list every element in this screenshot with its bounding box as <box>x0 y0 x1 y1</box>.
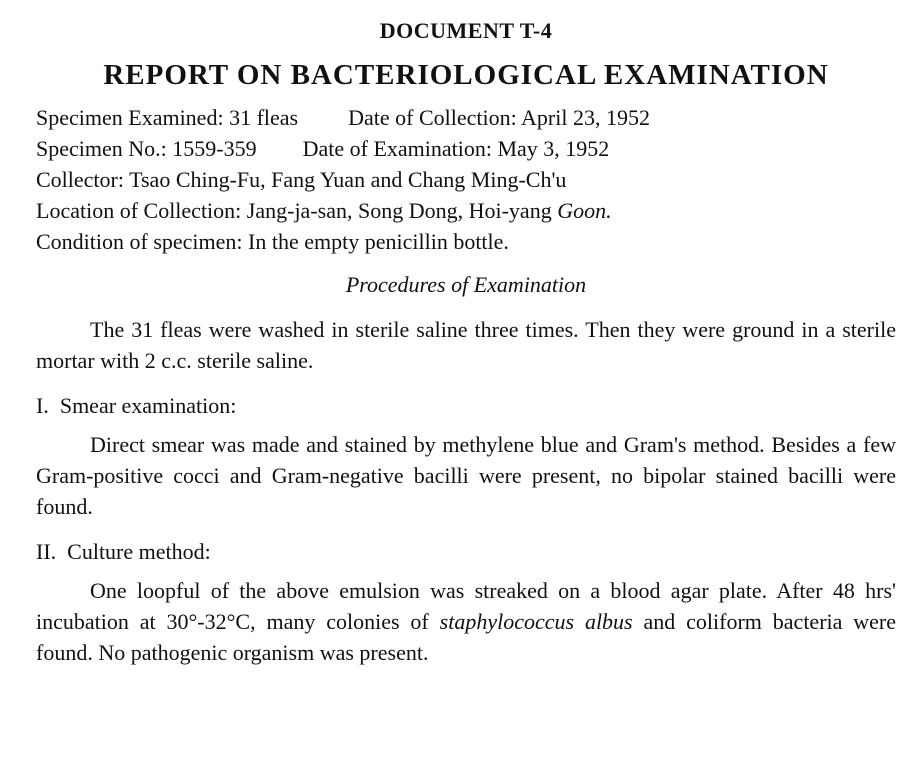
collector-value: Tsao Ching-Fu, Fang Yuan and Chang Ming-Ch'u <box>129 167 567 192</box>
specimen-no-value: 1559-359 <box>172 136 257 161</box>
date-exam-value: May 3, 1952 <box>497 136 610 161</box>
section-2-body-part1: One loopful of the above emulsion was streaked on a blood agar plate. After 48 hrs' incubation at 30°-32°C, many colonies of <box>36 578 896 634</box>
location-label: Location of Collection: <box>36 198 242 223</box>
section-2-heading <box>36 536 896 567</box>
section-1-body: Direct smear was made and stained by methylene blue and Gram's method. Besides a few Gram-positive cocci and Gram-negative bacilli were present, no bipolar stained bacilli were found. <box>36 432 896 519</box>
specimen-examined-value: 31 fleas <box>229 105 299 130</box>
condition-value: In the empty penicillin bottle. <box>248 229 509 254</box>
section-2-body-part2: and coliform bacteria were found. No pathogenic organism was present. <box>36 609 897 665</box>
date-collection-value: April 23, 1952 <box>521 105 650 130</box>
date-collection-label: Date of Collection: <box>348 105 517 130</box>
date-exam-label: Date of Examination: <box>302 136 492 161</box>
section-1-heading <box>36 390 896 421</box>
section-1-number: I. <box>36 393 49 418</box>
section-2-number: II. <box>36 539 57 564</box>
document-label: DOCUMENT T-4 <box>379 18 553 43</box>
section-2-body <box>36 575 896 668</box>
meta-line-collector <box>36 164 896 195</box>
section-2-title: Culture method: <box>67 539 211 564</box>
meta-line-specimen-examined <box>36 102 896 133</box>
meta-line-location <box>36 195 896 226</box>
location-goon: Goon. <box>557 198 612 223</box>
intro-paragraph: The 31 fleas were washed in sterile saline three times. Then they were ground in a sterile mortar with 2 c.c. sterile saline. <box>36 317 896 373</box>
meta-line-condition <box>36 226 896 257</box>
meta-line-specimen-no <box>36 133 896 164</box>
section-1-title: Smear examination: <box>59 393 237 418</box>
specimen-examined-label: Specimen Examined: <box>36 105 224 130</box>
condition-label: Condition of specimen: <box>36 229 243 254</box>
collector-label: Collector: <box>36 167 124 192</box>
section-2-body-italic: staphylococcus albus <box>439 609 633 634</box>
location-value: Jang-ja-san, Song Dong, Hoi-yang <box>246 198 552 223</box>
report-title: REPORT ON BACTERIOLOGICAL EXAMINATION <box>103 59 829 91</box>
specimen-no-label: Specimen No.: <box>36 136 167 161</box>
procedures-heading: Procedures of Examination <box>345 272 587 297</box>
